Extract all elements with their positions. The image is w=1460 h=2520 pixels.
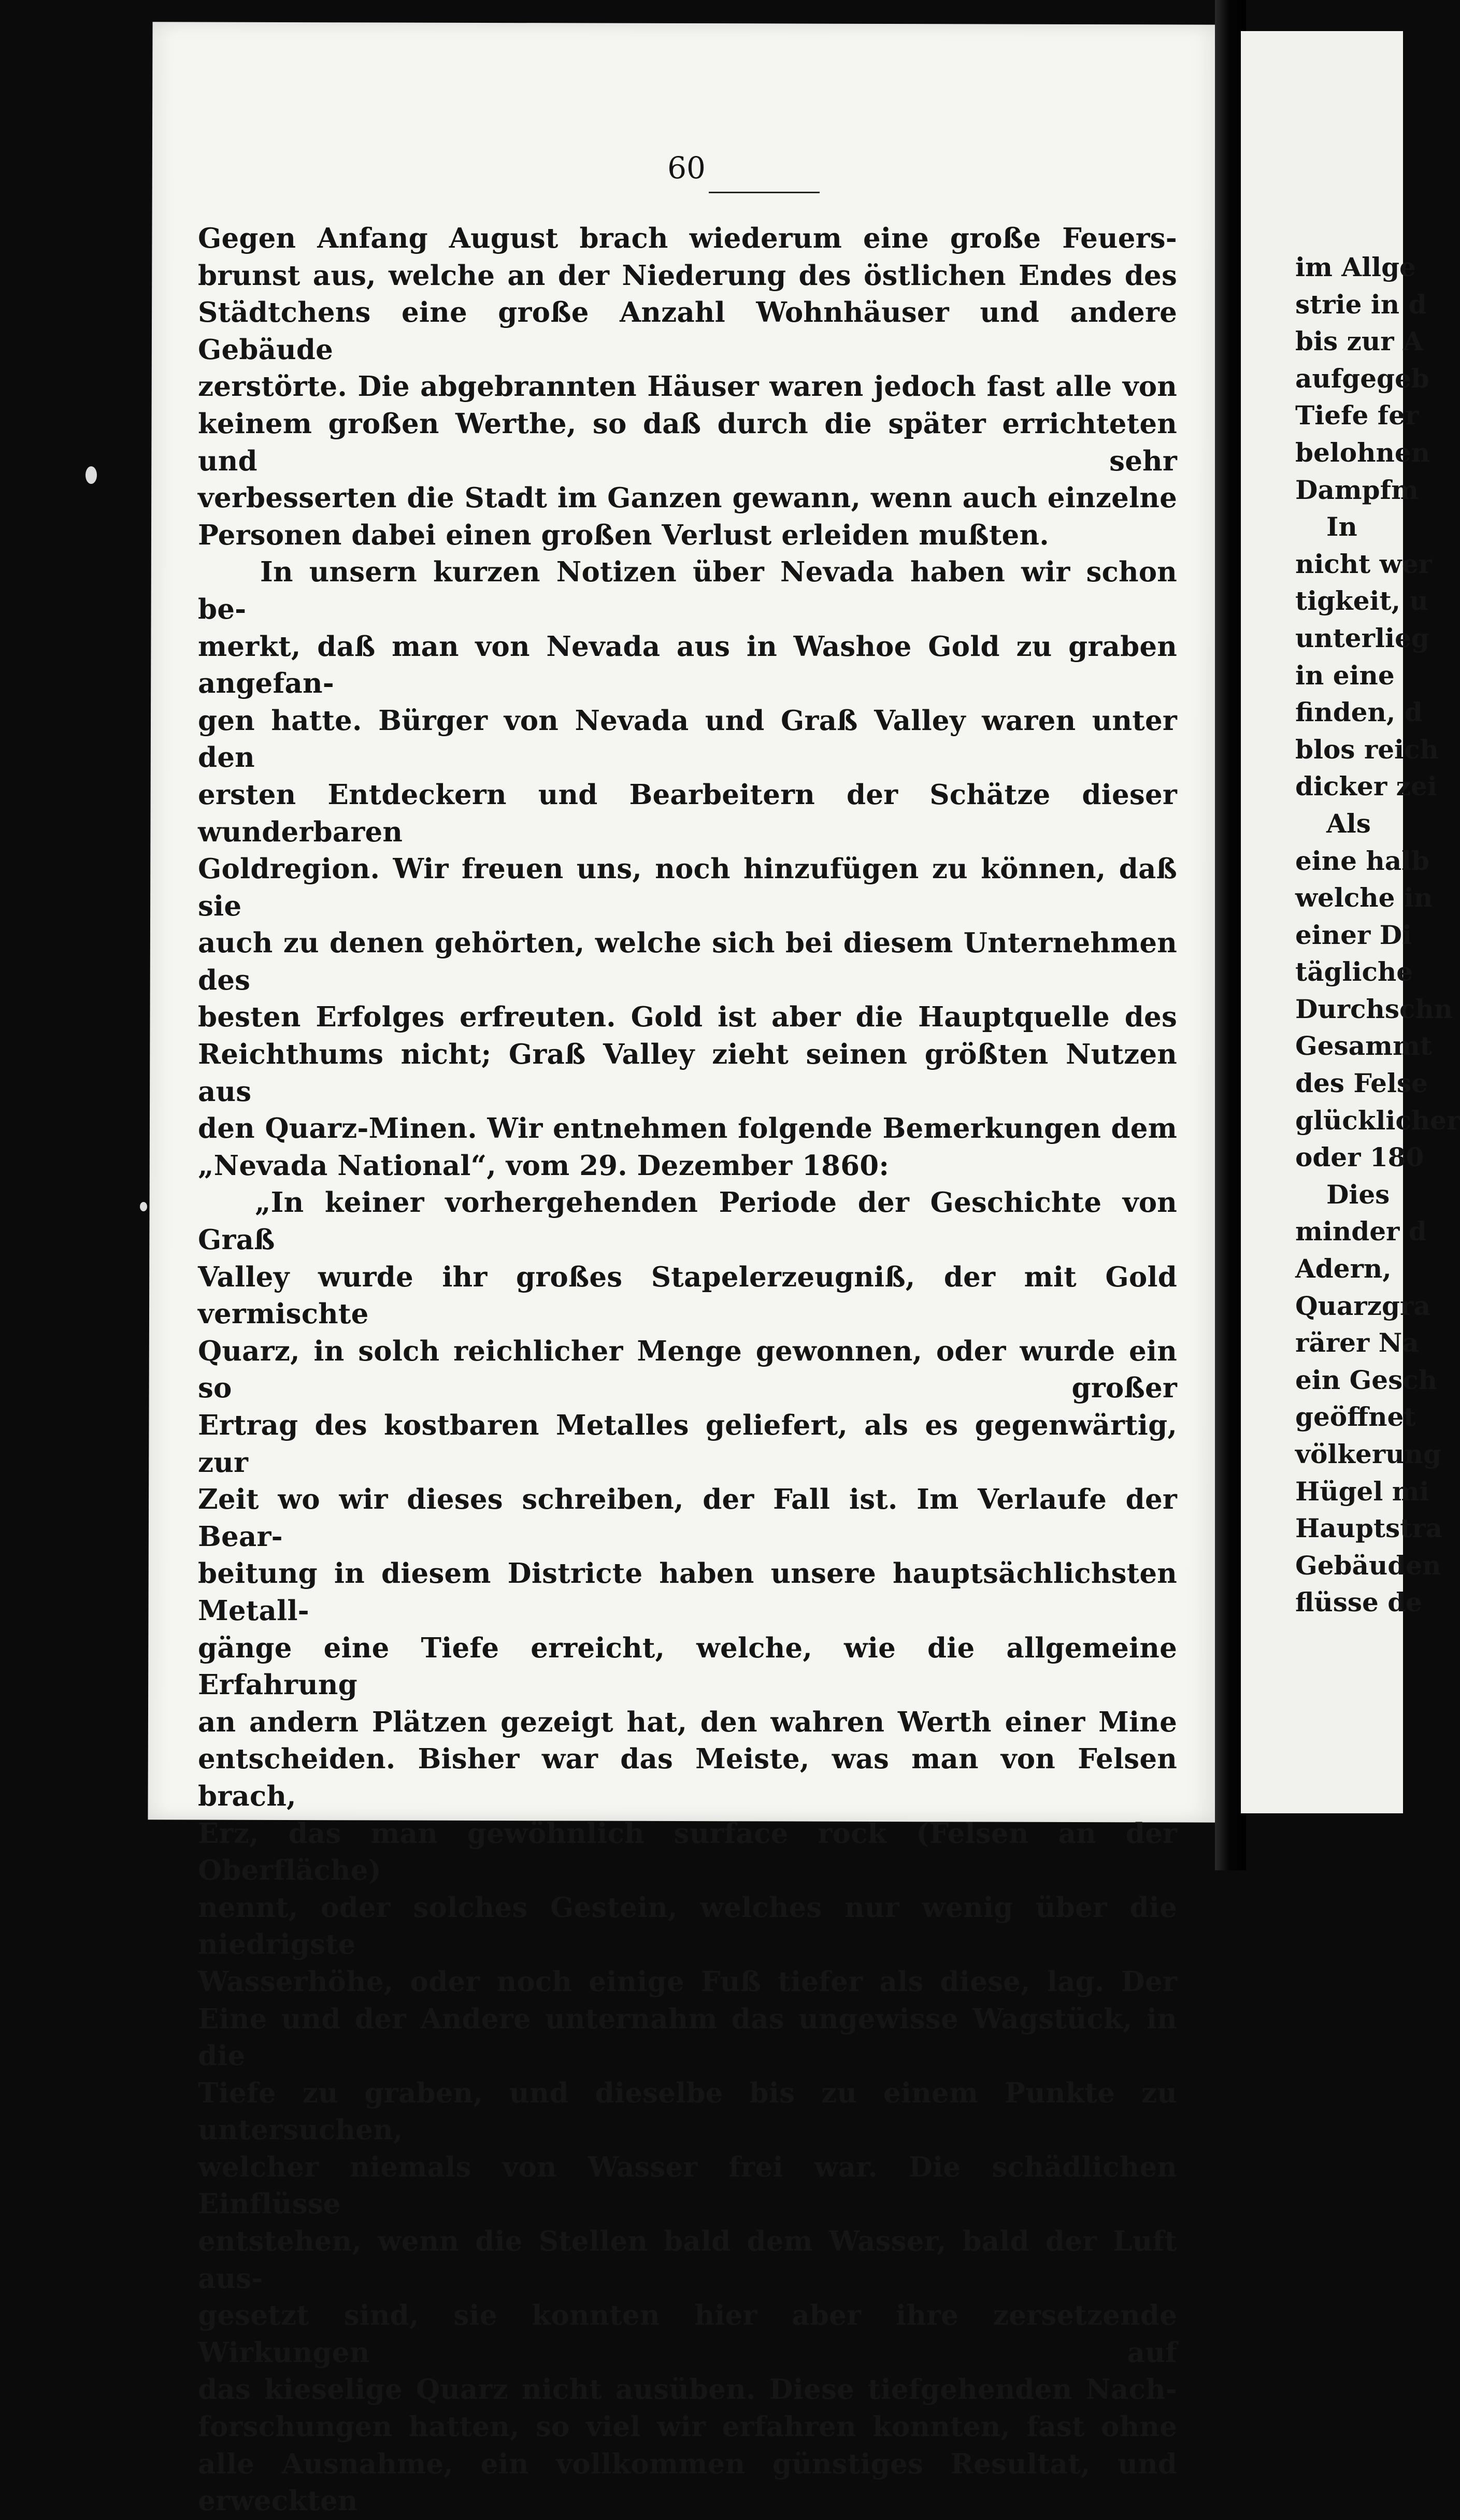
right-page-line: finden, d [1295, 697, 1423, 728]
text-line: besten Erfolges erfreuten. Gold ist aber die Hauptquelle des [198, 1001, 1177, 1034]
right-page-line: oder 180 [1295, 1142, 1424, 1173]
text-line: Goldregion. Wir freuen uns, noch hinzufügen zu können, daß sie [198, 853, 1177, 922]
text-line: ersten Entdeckern und Bearbeitern der Schätze dieser wunderbaren [198, 778, 1177, 848]
right-page-line: belohnen [1295, 437, 1430, 468]
text-line: auch zu denen gehörten, welche sich bei diesem Unternehmen des [198, 927, 1177, 996]
text-line: alle Ausnahme, ein vollkommen günstiges Resultat, und erweckten [198, 2447, 1177, 2517]
text-line: Reichthums nicht; Graß Valley zieht seinen größten Nutzen aus [198, 1038, 1177, 1108]
right-page-line: In [1326, 511, 1357, 542]
right-page-line: Gesammt [1295, 1030, 1432, 1062]
right-page-line: völkerung [1295, 1439, 1441, 1469]
right-page-line: Gebäuden [1295, 1550, 1441, 1581]
right-page-line: bis zur A [1295, 326, 1423, 357]
text-line: gesetzt sind, sie konnten hier aber ihre zersetzende Wirkungen auf [198, 2299, 1177, 2369]
right-page-line: Hauptstra [1295, 1513, 1443, 1544]
text-line: Quarz, in solch reichlicher Menge gewonnen, oder wurde ein so großer [198, 1335, 1177, 1405]
right-page-line: Adern, [1295, 1253, 1392, 1284]
dust-speck [85, 466, 97, 484]
right-page-line: einer Di [1295, 919, 1412, 950]
right-page-line: Quarzgra [1295, 1290, 1430, 1321]
text-line: „Nevada National“, vom 29. Dezember 1860: [198, 1149, 890, 1182]
text-line: forschungen hatten, so viel wir erfahren konnten, fast ohne [198, 2411, 1177, 2443]
text-line: Tiefe zu graben, und dieselbe bis zu einem Punkte zu untersuchen, [198, 2077, 1177, 2146]
page-number-rule [709, 192, 820, 193]
right-page-line: in eine [1295, 660, 1395, 691]
right-page-line: flüsse de [1295, 1587, 1422, 1618]
right-page-line: Hügel mi [1295, 1476, 1429, 1507]
right-page-line: unterlieg [1295, 622, 1429, 653]
right-page-line: im Allge [1295, 252, 1416, 282]
right-page-line: tägliche [1295, 956, 1413, 987]
right-page-line: Als [1326, 808, 1371, 839]
text-line: zerstörte. Die abgebrannten Häuser waren jedoch fast alle von [198, 370, 1177, 403]
main-text-block [198, 220, 1177, 2520]
text-line: merkt, daß man von Nevada aus in Washoe Gold zu graben angefan- [198, 630, 1177, 700]
right-page-line: geöffnet [1295, 1401, 1416, 1433]
text-line: Wasserhöhe, oder noch einige Fuß tiefer als diese, lag. Der [198, 1965, 1177, 1998]
right-page-line: eine halb [1295, 845, 1430, 876]
right-page-line: aufgegeb [1295, 363, 1429, 394]
right-page-line: Durchschn [1295, 993, 1453, 1024]
text-line: Städtchens eine große Anzahl Wohnhäuser und andere Gebäude [198, 296, 1177, 366]
text-line: brunst aus, welche an der Niederung des östlichen Endes des [198, 259, 1177, 292]
right-page-line: tigkeit, u [1295, 585, 1428, 617]
text-line: entstehen, wenn die Stellen bald dem Wasser, bald der Luft aus- [198, 2225, 1177, 2295]
text-line: Zeit wo wir dieses schreiben, der Fall ist. Im Verlaufe der Bear- [198, 1483, 1177, 1553]
text-line: gen hatte. Bürger von Nevada und Graß Valley waren unter den [198, 704, 1177, 774]
text-line: In unsern kurzen Notizen über Nevada haben wir schon be- [198, 556, 1177, 625]
right-page-line: nicht wer [1295, 548, 1432, 579]
right-page-text-fragments [1295, 249, 1460, 1621]
dust-speck [140, 1202, 147, 1211]
text-line: Erz, das man gewöhnlich surface rock (Felsen an der Oberfläche) [198, 1817, 1177, 1887]
text-line: Eine und der Andere unternahm das ungewisse Wagstück, in die [198, 2002, 1177, 2072]
text-line: gänge eine Tiefe erreicht, welche, wie die allgemeine Erfahrung [198, 1631, 1177, 1701]
right-page-line: ein Gesch [1295, 1364, 1438, 1395]
right-page-line: rärer Na [1295, 1327, 1419, 1358]
text-line: den Quarz-Minen. Wir entnehmen folgende Bemerkungen dem [198, 1112, 1177, 1145]
page-number: 60 [667, 150, 706, 185]
right-page-line: minder d [1295, 1216, 1427, 1247]
text-line: Valley wurde ihr großes Stapelerzeugniß, der mit Gold vermischte [198, 1261, 1177, 1330]
text-line: an andern Plätzen gezeigt hat, den wahren Werth einer Mine [198, 1706, 1177, 1738]
text-line: keinem großen Werthe, so daß durch die später errichteten und sehr [198, 407, 1177, 477]
right-page-line: dicker zei [1295, 771, 1437, 802]
right-page-line: des Felse [1295, 1068, 1428, 1099]
text-line: das kieselige Quarz nicht ausüben. Diese tiefgehenden Nach- [198, 2373, 1177, 2406]
text-line: verbesserten die Stadt im Ganzen gewann, wenn auch einzelne [198, 482, 1177, 514]
text-line: nennt, oder solches Gestein, welches nur wenig über die niedrigste [198, 1891, 1177, 1961]
text-line: Ertrag des kostbaren Metalles geliefert, als es gegenwärtig, zur [198, 1409, 1177, 1479]
right-page-line: strie in d [1295, 289, 1427, 320]
text-line: beitung in diesem Districte haben unsere hauptsächlichsten Metall- [198, 1557, 1177, 1627]
right-page-line: welche in [1295, 882, 1433, 913]
right-page-line: glücklicher [1295, 1105, 1460, 1136]
right-page-line: Dies [1326, 1179, 1390, 1210]
right-page-line: blos reich [1295, 734, 1439, 765]
text-line: welcher niemals von Wasser frei war. Die schädlichen Einflüsse [198, 2151, 1177, 2221]
text-line: Personen dabei einen großen Verlust erleiden mußten. [198, 519, 1049, 551]
text-line: Gegen Anfang August brach wiederum eine große Feuers- [198, 222, 1177, 254]
text-line: entscheiden. Bisher war das Meiste, was man von Felsen brach, [198, 1743, 1177, 1812]
text-line: „In keiner vorhergehenden Periode der Geschichte von Graß [198, 1186, 1177, 1256]
right-page-line: Tiefe fer [1295, 400, 1419, 431]
right-page-line: Dampfm [1295, 474, 1419, 505]
